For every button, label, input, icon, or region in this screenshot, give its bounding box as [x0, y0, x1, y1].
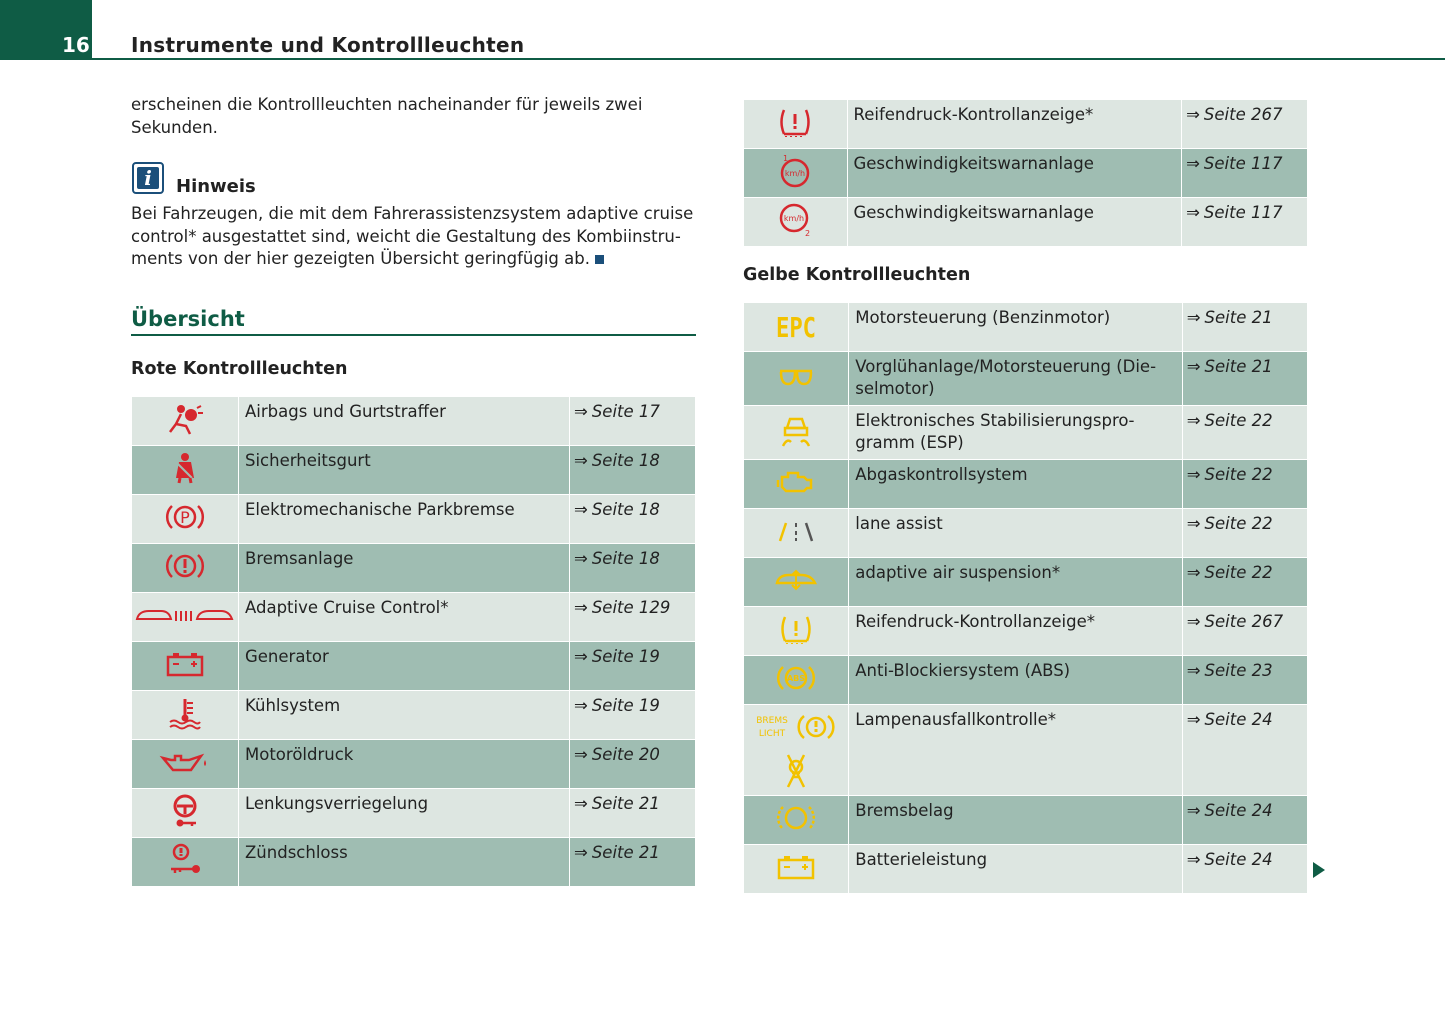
table-row — [744, 705, 1308, 796]
svg-text:EPC: EPC — [776, 311, 817, 344]
table-row — [744, 558, 1308, 607]
seatbelt-icon — [132, 446, 239, 495]
row-label: Lenkungsverriegelung — [239, 789, 570, 838]
row-label: Bremsanlage — [239, 544, 570, 593]
page-ref[interactable]: ⇒ Seite 22 — [1182, 558, 1307, 607]
row-label: Abgaskontrollsystem — [849, 460, 1182, 509]
intro-text: erscheinen die Kontrollleuchten nacheinander für jeweils zwei Sekunden. — [131, 95, 643, 137]
page-ref[interactable]: ⇒ Seite 23 — [1182, 656, 1307, 705]
row-label: lane assist — [849, 509, 1182, 558]
page-ref[interactable]: ⇒ Seite 17 — [570, 397, 696, 446]
table-row — [744, 100, 1308, 149]
table-row — [744, 656, 1308, 705]
page-ref[interactable]: ⇒ Seite 117 — [1182, 149, 1308, 198]
red-lights-table-continued — [743, 99, 1308, 247]
engine-check-icon — [744, 460, 849, 509]
table-row — [132, 397, 696, 446]
table-row — [744, 352, 1308, 406]
airbag-icon — [132, 397, 239, 446]
hint-text — [131, 203, 701, 271]
table-row — [744, 460, 1308, 509]
page-ref[interactable]: ⇒ Seite 24 — [1182, 796, 1307, 845]
table-row — [744, 509, 1308, 558]
info-icon: i — [132, 162, 164, 194]
page-ref[interactable]: ⇒ Seite 21 — [570, 838, 696, 887]
table-row — [744, 149, 1308, 198]
yellow-lights-table — [743, 302, 1308, 894]
glow-plug-icon — [744, 352, 849, 406]
abs-icon — [744, 656, 849, 705]
page-ref[interactable]: ⇒ Seite 20 — [570, 740, 696, 789]
page-ref[interactable]: ⇒ Seite 267 — [1182, 100, 1308, 149]
next-page-arrow-icon[interactable] — [1313, 862, 1325, 878]
page-ref[interactable]: ⇒ Seite 22 — [1182, 460, 1307, 509]
table-row — [132, 642, 696, 691]
svg-text:BREMS: BREMS — [756, 716, 788, 726]
brake-system-icon — [132, 544, 239, 593]
page-ref[interactable]: ⇒ Seite 24 — [1182, 845, 1307, 894]
row-label: Lampenausfallkontrolle* — [849, 705, 1182, 796]
table-row — [132, 691, 696, 740]
page-ref[interactable]: ⇒ Seite 117 — [1182, 198, 1308, 247]
tire-pressure-icon — [744, 607, 849, 656]
speed-warning-2-icon — [744, 198, 848, 247]
battery-icon — [744, 845, 849, 894]
coolant-icon — [132, 691, 239, 740]
row-label: Elektronisches Stabilisierungsprogramm (ESP) — [849, 406, 1182, 460]
table-row — [132, 495, 696, 544]
page-ref[interactable]: ⇒ Seite 18 — [570, 446, 696, 495]
page-ref[interactable]: ⇒ Seite 19 — [570, 691, 696, 740]
parking-brake-icon — [132, 495, 239, 544]
row-label: Reifendruck-Kontrollanzeige* — [849, 607, 1182, 656]
table-row — [132, 740, 696, 789]
row-label: Elektromechanische Parkbremse — [239, 495, 570, 544]
esp-icon — [744, 406, 849, 460]
row-label: Motoröldruck — [239, 740, 570, 789]
svg-text:km/h: km/h — [785, 169, 806, 178]
row-label: Kühlsystem — [239, 691, 570, 740]
row-label: Reifendruck-Kontrollanzeige* — [847, 100, 1182, 149]
row-label: Zündschloss — [239, 838, 570, 887]
table-row — [132, 544, 696, 593]
svg-text:ABS: ABS — [787, 674, 806, 683]
page-ref[interactable]: ⇒ Seite 19 — [570, 642, 696, 691]
row-label: Geschwindigkeitswarnanlage — [847, 149, 1182, 198]
page-ref[interactable]: ⇒ Seite 129 — [570, 593, 696, 642]
battery-icon — [132, 642, 239, 691]
page-title: Instrumente und Kontrollleuchten — [131, 33, 525, 57]
table-row — [744, 607, 1308, 656]
row-label: adaptive air suspension* — [849, 558, 1182, 607]
table-row — [744, 406, 1308, 460]
red-lights-table — [131, 396, 696, 887]
oil-pressure-icon — [132, 740, 239, 789]
header-rule — [92, 58, 1445, 60]
page-ref[interactable]: ⇒ Seite 21 — [1182, 352, 1307, 406]
row-label: Airbags und Gurtstraffer — [239, 397, 570, 446]
svg-text:1: 1 — [783, 154, 789, 163]
lane-assist-icon — [744, 509, 849, 558]
page-ref[interactable]: ⇒ Seite 21 — [1182, 303, 1307, 352]
brake-pad-icon — [744, 796, 849, 845]
page-ref[interactable]: ⇒ Seite 18 — [570, 544, 696, 593]
end-mark-icon — [595, 255, 604, 264]
table-row — [132, 593, 696, 642]
svg-text:LICHT: LICHT — [759, 729, 786, 739]
adaptive-cruise-icon — [132, 593, 239, 642]
svg-text:P: P — [180, 508, 190, 527]
air-suspension-icon — [744, 558, 849, 607]
page-ref[interactable]: ⇒ Seite 267 — [1182, 607, 1307, 656]
hint-title: Hinweis — [176, 176, 256, 197]
page-ref[interactable]: ⇒ Seite 22 — [1182, 509, 1307, 558]
table-row — [744, 303, 1308, 352]
svg-text:km/h: km/h — [784, 214, 805, 223]
ignition-lock-icon — [132, 838, 239, 887]
page-ref[interactable]: ⇒ Seite 21 — [570, 789, 696, 838]
table-row — [744, 845, 1308, 894]
table-row — [744, 198, 1308, 247]
row-label: Adaptive Cruise Control* — [239, 593, 570, 642]
page-number-tab — [0, 0, 92, 60]
svg-text:2: 2 — [805, 229, 811, 238]
table-row — [132, 789, 696, 838]
lamp-failure-icon — [744, 705, 849, 796]
row-label: Batterieleistung — [849, 845, 1182, 894]
table-row — [132, 838, 696, 887]
table-row — [132, 446, 696, 495]
steering-lock-icon — [132, 789, 239, 838]
hint-body: Bei Fahrzeugen, die mit dem Fahrerassistenzsystem adaptive cruise control* ausgestattet sind, weicht die Gestaltung des Kombiinstruments von der hier gezeigten Übersicht geringfügig ab. — [131, 204, 694, 268]
row-label: Sicherheitsgurt — [239, 446, 570, 495]
section-rule — [131, 334, 696, 336]
row-label: Generator — [239, 642, 570, 691]
page-ref[interactable]: ⇒ Seite 18 — [570, 495, 696, 544]
row-label: Anti-Blockiersystem (ABS) — [849, 656, 1182, 705]
row-label: Bremsbelag — [849, 796, 1182, 845]
yellow-lights-heading: Gelbe Kontrollleuchten — [743, 265, 971, 285]
page-ref[interactable]: ⇒ Seite 22 — [1182, 406, 1307, 460]
page-number: 16 — [62, 33, 90, 57]
speed-warning-1-icon — [744, 149, 848, 198]
row-label: Vorglühanlage/Motorsteuerung (Dieselmotor) — [849, 352, 1182, 406]
red-lights-heading: Rote Kontrollleuchten — [131, 359, 348, 379]
row-label: Geschwindigkeitswarnanlage — [847, 198, 1182, 247]
section-title: Übersicht — [131, 307, 245, 331]
table-row — [744, 796, 1308, 845]
tire-pressure-icon — [744, 100, 848, 149]
row-label: Motorsteuerung (Benzinmotor) — [849, 303, 1182, 352]
epc-icon — [744, 303, 849, 352]
page-ref[interactable]: ⇒ Seite 24 — [1182, 705, 1307, 796]
